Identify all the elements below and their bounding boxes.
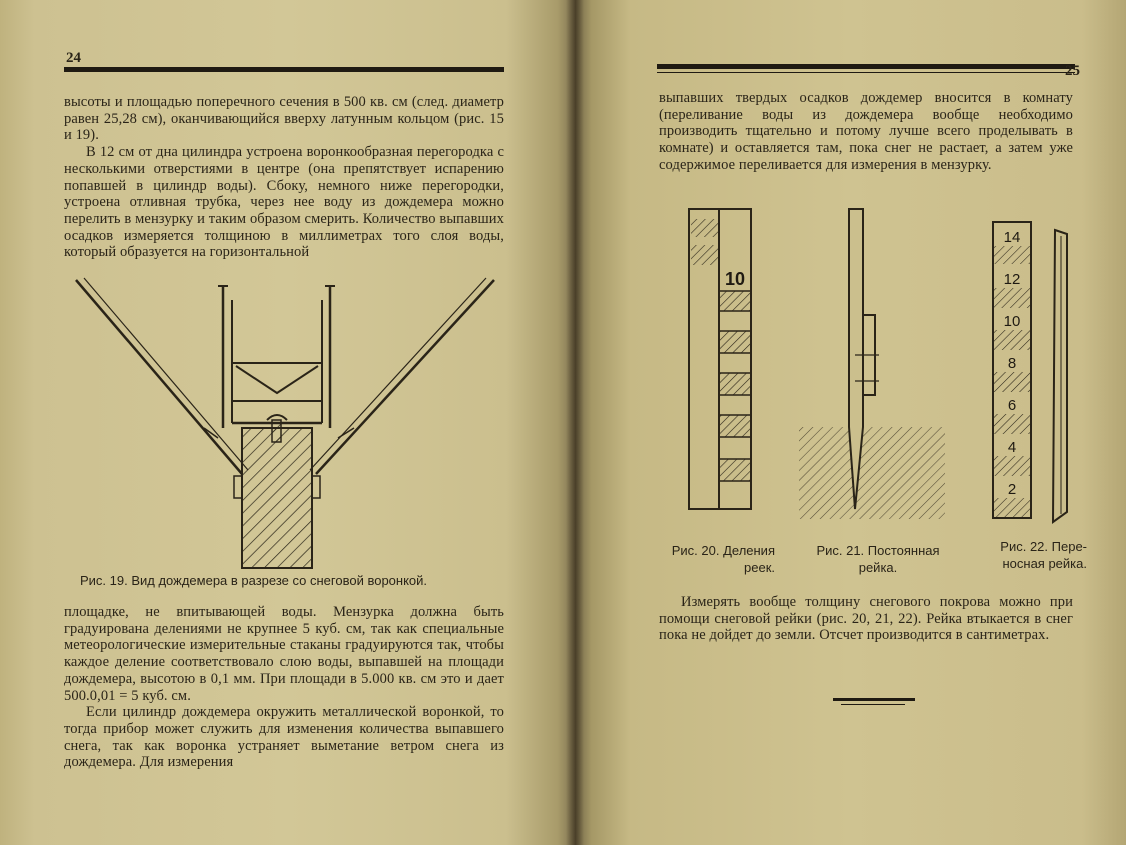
paragraph-right-2: Измерять вообще толщину снегового покрова можно при помощи снеговой рейки (рис. 20, 21, 22). Рейка втыкается в снег пока не дойдет до земли. Отсчет производится в сантиметрах.: [659, 594, 1073, 644]
figure-20-caption: [645, 542, 775, 576]
fig22-label-8: 8: [1007, 355, 1017, 372]
fig20-caption-line2: реек.: [744, 560, 775, 575]
fig22-label-10: 10: [1003, 313, 1021, 330]
closing-ornament-rule: [833, 698, 915, 701]
figure-20-rod-divisions: [685, 205, 765, 515]
paragraph-right-1: выпавших твердых осадков дождемер вносится в комнату (переливание воды из дождемера вообще необходимо производить тщательно и потому лучше всего проделывать в комнате) и оставляется там, пока снег не растает, а затем уже содержимое переливается для измерения в мензурку.: [659, 90, 1073, 173]
page-number-right: 25: [1065, 63, 1080, 79]
text-block-bottom-left: [64, 604, 504, 771]
fig21-caption-line1: Рис. 21. Постоянная: [816, 543, 940, 558]
text-block-top-right: [659, 90, 1073, 174]
page-number-left: 24: [66, 50, 81, 66]
paragraph-1: высоты и площадью поперечного сечения в 500 кв. см (след. диаметр равен 25,28 см), оканчивающийся вверху латунным кольцом (рис. 15 и 19).: [64, 94, 504, 144]
fig22-label-14: 14: [1003, 229, 1021, 246]
figure-19-caption: Рис. 19. Вид дождемера в разрезе со снеговой воронкой.: [80, 573, 428, 588]
paragraph-4: Если цилиндр дождемера окружить металлической воронкой, то тогда прибор может служить для изменения количества выпавшего снега, так как воронка устраняет выметание ветром снега из дождемера. Для измерения: [64, 704, 504, 771]
closing-ornament-rule-thin: [841, 704, 905, 705]
fig22-label-2: 2: [1007, 481, 1017, 498]
figure-22-portable-rod: [987, 212, 1097, 524]
fig22-label-6: 6: [1007, 397, 1017, 414]
fig22-caption-line1: Рис. 22. Пере-: [1000, 539, 1087, 554]
fig20-label: 10: [724, 269, 746, 289]
paragraph-2: В 12 см от дна цилиндра устроена воронкообразная перегородка с несколькими отверстиями в центре (она препятствует испарению попавшей в цилиндр воды). Сбоку, немного ниже перегородки, устроена отливная трубка, через нее воду из дождемера можно перелить в мензурку и таким образом смерить. Количество выпавших осадков измеряется толщиною в миллиметрах того слоя воды, который образуется на горизонтальной: [64, 144, 504, 261]
right-page: [575, 0, 1126, 845]
figure-21-fixed-rod: [797, 205, 947, 525]
text-block-top-left: [64, 94, 504, 261]
fig22-caption-line2: носная рейка.: [1002, 556, 1087, 571]
header-rule-right-thin: [657, 72, 1075, 73]
figure-21-caption: [803, 542, 953, 576]
text-block-bottom-right: [659, 594, 1073, 644]
paragraph-3: площадке, не впитывающей воды. Мензурка должна быть градуирована делениями не крупнее 5 куб. см, так как специальные метеорологические измерительные стаканы градуируются так, чтобы каждое деление соответствовало слою воды, выпавшей на площади дождемера, высотою в 0,1 мм. При площади в 5.000 кв. см это и дает 500.0,01 = 5 куб. см.: [64, 604, 504, 704]
fig20-caption-line1: Рис. 20. Деления: [671, 543, 775, 558]
header-rule-left: [64, 67, 504, 72]
figure-22-caption: [959, 538, 1087, 572]
fig21-caption-line2: рейка.: [858, 560, 898, 575]
header-rule-right: [657, 64, 1075, 69]
book-gutter: [566, 0, 584, 845]
fig22-label-4: 4: [1007, 439, 1017, 456]
fig22-label-12: 12: [1003, 271, 1021, 288]
figure-19-rain-gauge: [70, 278, 500, 568]
